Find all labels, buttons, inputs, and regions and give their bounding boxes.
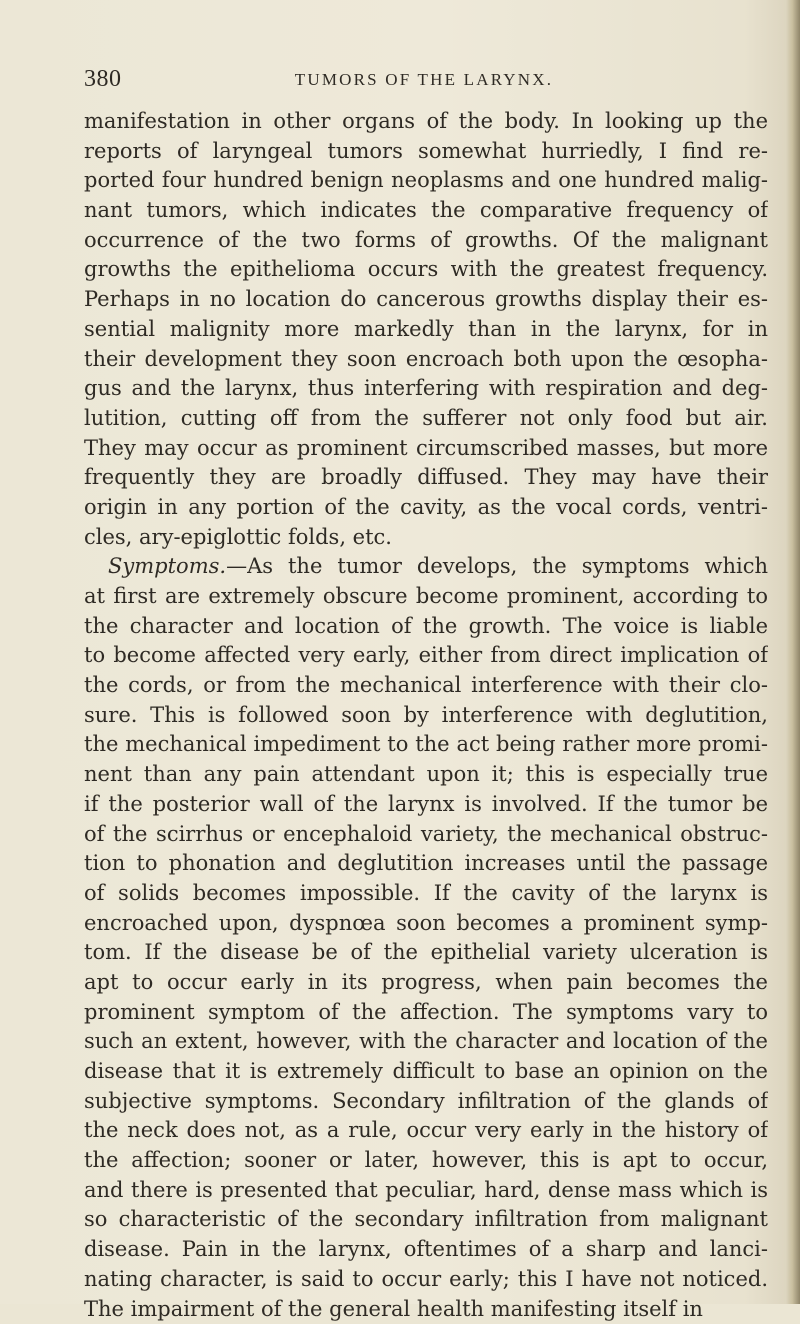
- text-line: the cords, or from the mechanical interference with their clo-: [84, 671, 768, 701]
- text-line: disease that it is extremely difficult to base an opinion on the: [84, 1057, 768, 1087]
- text-line: the character and location of the growth. The voice is liable: [84, 612, 768, 642]
- text-line: lutition, cutting off from the sufferer not only food but air.: [84, 404, 768, 434]
- text-line: cles, ary-epiglottic folds, etc.: [84, 523, 768, 553]
- page-edge-shadow: [786, 0, 800, 1304]
- text-line: disease. Pain in the larynx, oftentimes of a sharp and lanci-: [84, 1235, 768, 1265]
- text-line: nent than any pain attendant upon it; this is especially true: [84, 760, 768, 790]
- page-number: 380: [84, 66, 122, 93]
- text-line: of the scirrhus or encephaloid variety, the mechanical obstruc-: [84, 820, 768, 850]
- text-line: Perhaps in no location do cancerous growths display their es-: [84, 285, 768, 315]
- symptoms-first-line-text: —As the tumor develops, the symptoms which: [226, 554, 768, 578]
- text-line: the mechanical impediment to the act being rather more promi-: [84, 730, 768, 760]
- text-line: manifestation in other organs of the body. In looking up the: [84, 107, 768, 137]
- symptoms-first-line: [84, 552, 768, 582]
- text-line: nating character, is said to occur early; this I have not noticed.: [84, 1265, 768, 1295]
- text-line: occurrence of the two forms of growths. Of the malignant: [84, 226, 768, 256]
- text-line: sure. This is followed soon by interference with deglutition,: [84, 701, 768, 731]
- text-line: at first are extremely obscure become prominent, according to: [84, 582, 768, 612]
- text-line: tion to phonation and deglutition increases until the passage: [84, 849, 768, 879]
- text-line: frequently they are broadly diffused. They may have their: [84, 463, 768, 493]
- text-line: so characteristic of the secondary infiltration from malignant: [84, 1205, 768, 1235]
- text-line: such an extent, however, with the character and location of the: [84, 1027, 768, 1057]
- text-line: gus and the larynx, thus interfering with respiration and deg-: [84, 374, 768, 404]
- text-line: the affection; sooner or later, however, this is apt to occur,: [84, 1146, 768, 1176]
- text-line: of solids becomes impossible. If the cavity of the larynx is: [84, 879, 768, 909]
- text-line: nant tumors, which indicates the comparative frequency of: [84, 196, 768, 226]
- text-line: and there is presented that peculiar, hard, dense mass which is: [84, 1176, 768, 1206]
- text-line: the neck does not, as a rule, occur very early in the history of: [84, 1116, 768, 1146]
- text-line: encroached upon, dyspnœa soon becomes a prominent symp-: [84, 909, 768, 939]
- text-line: sential malignity more markedly than in the larynx, for in: [84, 315, 768, 345]
- text-line: reports of laryngeal tumors somewhat hurriedly, I find re-: [84, 137, 768, 167]
- text-line: The impairment of the general health manifesting itself in: [84, 1295, 768, 1324]
- text-line: tom. If the disease be of the epithelial variety ulceration is: [84, 938, 768, 968]
- body-text: [84, 107, 768, 1324]
- text-line: to become affected very early, either from direct implication of: [84, 641, 768, 671]
- page-header: [84, 66, 764, 94]
- text-line: They may occur as prominent circumscribed masses, but more: [84, 434, 768, 464]
- text-line: subjective symptoms. Secondary infiltration of the glands of: [84, 1087, 768, 1117]
- text-line: apt to occur early in its progress, when pain becomes the: [84, 968, 768, 998]
- text-line: their development they soon encroach both upon the œsopha-: [84, 345, 768, 375]
- text-line: origin in any portion of the cavity, as the vocal cords, ventri-: [84, 493, 768, 523]
- text-line: prominent symptom of the affection. The symptoms vary to: [84, 998, 768, 1028]
- text-line: growths the epithelioma occurs with the greatest frequency.: [84, 255, 768, 285]
- running-head: TUMORS OF THE LARYNX.: [84, 70, 764, 90]
- text-line: ported four hundred benign neoplasms and one hundred malig-: [84, 166, 768, 196]
- text-line: if the posterior wall of the larynx is involved. If the tumor be: [84, 790, 768, 820]
- symptoms-heading: Symptoms.: [108, 554, 226, 578]
